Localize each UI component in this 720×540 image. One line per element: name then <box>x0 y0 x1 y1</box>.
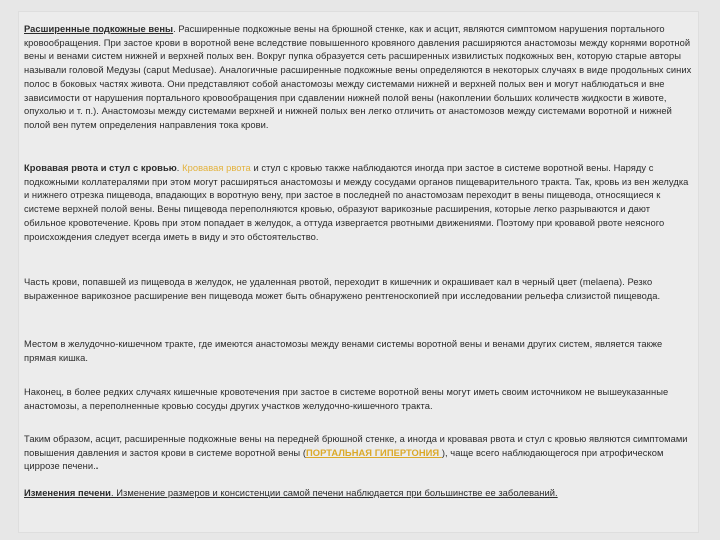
paragraph-bloody-vomit <box>24 162 694 244</box>
paragraph-text: . Расширенные подкожные вены на брюшной стенке, как и асцит, являются симптомом нарушения портального кровообращения. При застое крови в воротной вене вследствие повышенного кровяного давления расширяются анастомозы между корнями воротной вены и венами систем нижней и верхней полых вен. Вокруг пупка образуется сеть расширенных извилистых подкожных вен, которую старые авторы называли головой Медузы (caput Medusae). Аналогичные расширенные подкожные вены определяются в некоторых случаях в виде продольных синих полос в боковых частях живота. Они представляют собой анастомозы между системами нижней и верхней полых вен и могут наблюдаться и вне зависимости от нарушения портального кровообращения при сдавлении нижней полой вены (накоплении больших количеств жидкости в животе, опухолью и т. п.). Анастомозы между системами верхней и нижней полых вен легко отличить от анастомозов между системами воротной и нижней полой вен путем определения направления тока крови. <box>24 24 692 130</box>
section-heading-liver-changes: Изменения печени <box>24 488 111 498</box>
heading-dot: . <box>176 163 183 173</box>
paragraph-other-bleeding <box>24 386 694 413</box>
paragraph-text: Наконец, в более редких случаях кишечные кровотечения при застое в системе воротной вены могут иметь своим источником не вышеуказанные анастомозы, а переполненные кровью сосуды других участков желудочно-кишечного тракта. <box>24 387 669 411</box>
paragraph-rectum <box>24 338 694 365</box>
paragraph-text: Часть крови, попавшей из пищевода в желудок, не удаленная рвотой, переходит в кишечник и окрашивает кал в черный цвет (melaena). Резко выраженное варикозное расширение вен пищевода может быть обнаружено рентгеноскопией при исследовании рельефа слизистой пищевода. <box>24 277 661 301</box>
link-bloody-vomit[interactable]: Кровавая рвота <box>182 163 251 173</box>
paragraph-liver-changes <box>24 487 694 501</box>
trailing-mark: . <box>95 461 99 472</box>
paragraph-text: Таким образом, асцит, расширенные подкожные вены на передней брюшной стенке, а иногда и кровавая рвота и стул с кровью являются симптомами повышения давления и застоя крови в системе воротной вены ( <box>24 434 688 458</box>
section-heading-dilated-veins: Расширенные подкожные вены <box>24 24 174 34</box>
paragraph-melaena <box>24 276 694 303</box>
paragraph-text: и стул с кровью также наблюдаются иногда при застое в системе воротной вены. Наряду с подкожными коллатералями при этом могут расширяться анастомозы и между сосудами органов пищеварительного тракта. Так, кровь из вен желудка и нижнего отрезка пищевода, впадающих в воротную вену, при застое в последней по анастомозам переходит в вены пищевода, относящиеся к системе верхней полой вены. Вены пищевода переполняются кровью, образуют варикозные расширения, которые легко разрываются и дают обильное кровотечение. Кровь при этом попадает в желудок, а оттуда извергается рвотными движениями. Поэтому при кровавой рвоте неясного происхождения следует всегда иметь в виду и это обстоятельство. <box>24 163 689 242</box>
section-heading-bloody-vomit: Кровавая рвота и стул с кровью <box>24 163 177 173</box>
paragraph-summary <box>24 433 694 474</box>
paragraph-text: . Изменение размеров и консистенции самой печени наблюдается при большинстве ее заболеваний. <box>110 488 558 498</box>
link-portal-hypertension[interactable]: ПОРТАЛЬНАЯ ГИПЕРТОНИЯ <box>306 447 442 458</box>
paragraph-text: Местом в желудочно-кишечном тракте, где имеются анастомозы между венами системы воротной вены и венами других систем, является также прямая кишка. <box>24 339 663 363</box>
paragraph-text: ), чаще всего наблюдающегося при атрофическом циррозе печени. <box>24 447 664 472</box>
document-page <box>19 12 698 532</box>
paragraph-dilated-veins <box>24 23 694 133</box>
